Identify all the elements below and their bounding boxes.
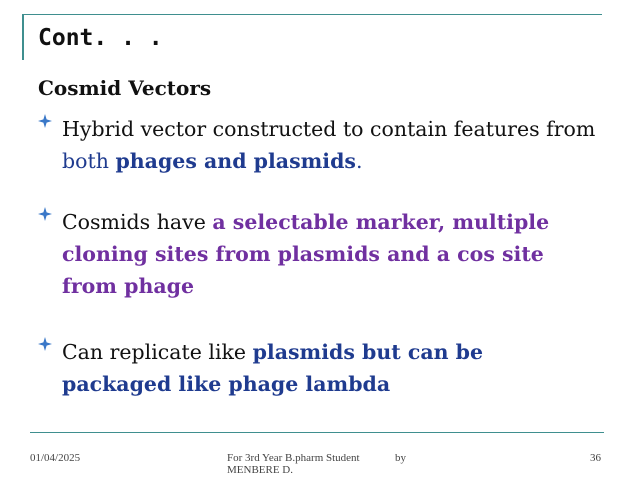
footer-author: MENBERE D. xyxy=(227,464,293,476)
slide-title: Cont. . . xyxy=(38,25,163,51)
title-accent-bar xyxy=(22,14,24,60)
bullet-2-emphasis: a selectable marker, multiple cloning sites from plasmids and a cos site from phage xyxy=(62,210,550,298)
four-point-star-bullet-icon xyxy=(38,336,52,350)
bullet-1-emphasis: phages and plasmids xyxy=(115,149,356,173)
bullet-1-plain: Hybrid vector constructed to contain features from xyxy=(62,117,596,141)
top-rule xyxy=(22,14,602,15)
footer-audience: For 3rd Year B.pharm Student xyxy=(227,452,360,464)
bullet-1-blue: both xyxy=(62,149,116,173)
page-number: 36 xyxy=(590,452,601,464)
four-point-star-bullet-icon xyxy=(38,113,52,127)
bullet-1-period: . xyxy=(355,149,363,173)
bullet-3-emphasis: plasmids but can be packaged like phage lambda xyxy=(62,340,484,396)
bullet-text-2 xyxy=(62,206,598,302)
footer-rule xyxy=(30,432,604,433)
footer-date: 01/04/2025 xyxy=(30,452,81,464)
bullet-text-3 xyxy=(62,336,598,400)
bullet-text-1 xyxy=(62,113,598,177)
bullet-3-plain: Can replicate like xyxy=(62,340,253,364)
four-point-star-bullet-icon xyxy=(38,206,52,220)
section-heading: Cosmid Vectors xyxy=(38,76,212,100)
bullet-2-plain: Cosmids have xyxy=(62,210,213,234)
footer-by: by xyxy=(395,452,406,464)
